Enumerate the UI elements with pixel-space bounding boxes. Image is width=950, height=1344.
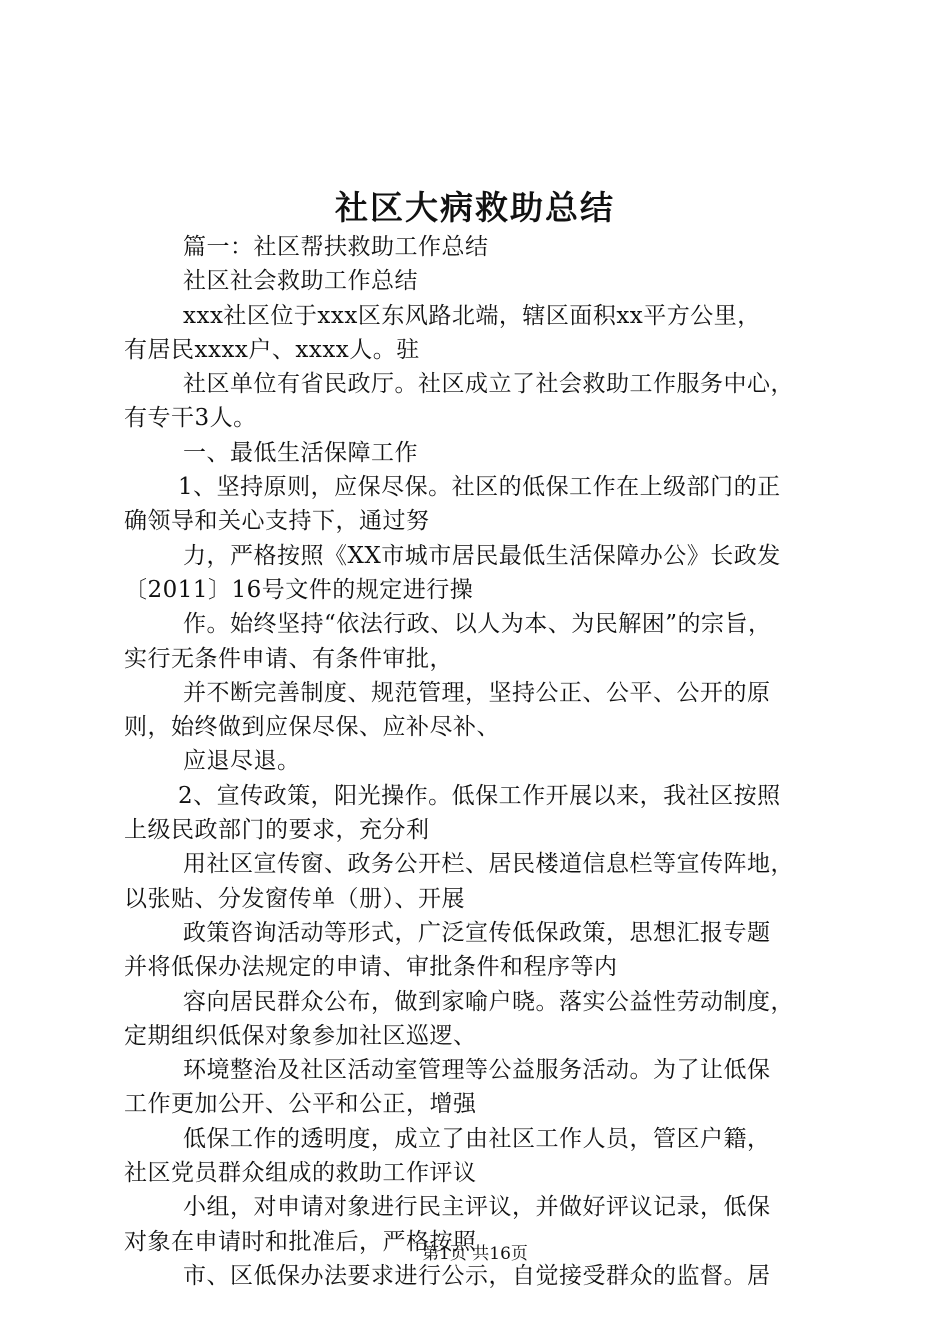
text-line: 并将低保办法规定的申请、审批条件和程序等内 — [124, 954, 618, 981]
text-line: 有居民xxxx户、xxxx人。驻 — [124, 336, 420, 363]
text-line: 社区社会救助工作总结 — [183, 268, 418, 295]
text-line: 实行无条件申请、有条件审批， — [124, 645, 453, 672]
text-line: 篇一：社区帮扶救助工作总结 — [183, 234, 489, 260]
text-line: 1、坚持原则，应保尽保。社区的低保工作在上级部门的正 — [178, 474, 781, 501]
text-line: 2、宣传政策，阳光操作。低保工作开展以来，我社区按照 — [178, 782, 781, 809]
text-line: 有专干3人。 — [124, 405, 257, 432]
text-line: 市、区低保办法要求进行公示，自觉接受群众的监督。居 — [183, 1262, 771, 1289]
text-line: 定期组织低保对象参加社区巡逻、 — [124, 1022, 477, 1049]
text-line: 以张贴、分发窗传单（册）、开展 — [124, 885, 465, 912]
text-line: 应退尽退。 — [183, 748, 301, 775]
text-line: 低保工作的透明度，成立了由社区工作人员，管区户籍， — [183, 1125, 771, 1152]
text-line: 一、最低生活保障工作 — [183, 439, 418, 466]
text-line: 力，严格按照《XX市城市居民最低生活保障办公》长政发 — [183, 542, 781, 569]
text-line: 社区党员群众组成的救助工作评议 — [124, 1160, 477, 1187]
text-line: 用社区宣传窗、政务公开栏、居民楼道信息栏等宣传阵地， — [183, 851, 794, 878]
page-footer: 第1页 共16页 — [422, 1244, 528, 1264]
text-line: 小组，对申请对象进行民主评议，并做好评议记录，低保 — [183, 1194, 771, 1221]
text-line: 环境整治及社区活动室管理等公益服务活动。为了让低保 — [183, 1057, 771, 1084]
text-line: 上级民政部门的要求，充分利 — [124, 817, 430, 844]
text-line: 容向居民群众公布，做到家喻户晓。落实公益性劳动制度， — [183, 988, 794, 1015]
text-line: 社区单位有省民政厅。社区成立了社会救助工作服务中心， — [183, 371, 794, 398]
text-line: 则，始终做到应保尽保、应补尽补、 — [124, 714, 500, 741]
text-line: 确领导和关心支持下，通过努 — [124, 508, 430, 535]
document-body — [124, 230, 844, 1293]
text-line: 〔2011〕16号文件的规定进行操 — [124, 576, 474, 603]
text-line: xxx社区位于xxx区东风路北端，辖区面积xx平方公里， — [183, 302, 761, 329]
text-line: 对象在申请时和批准后，严格按照 — [124, 1228, 477, 1255]
text-line: 并不断完善制度、规范管理，坚持公正、公平、公开的原 — [183, 679, 771, 706]
text-line: 工作更加公开、公平和公正，增强 — [124, 1091, 477, 1118]
document-title: 社区大病救助总结 — [335, 188, 615, 227]
text-line: 作。始终坚持“依法行政、以人为本、为民解困”的宗旨， — [183, 611, 772, 638]
text-line: 政策咨询活动等形式，广泛宣传低保政策，思想汇报专题 — [183, 919, 771, 946]
